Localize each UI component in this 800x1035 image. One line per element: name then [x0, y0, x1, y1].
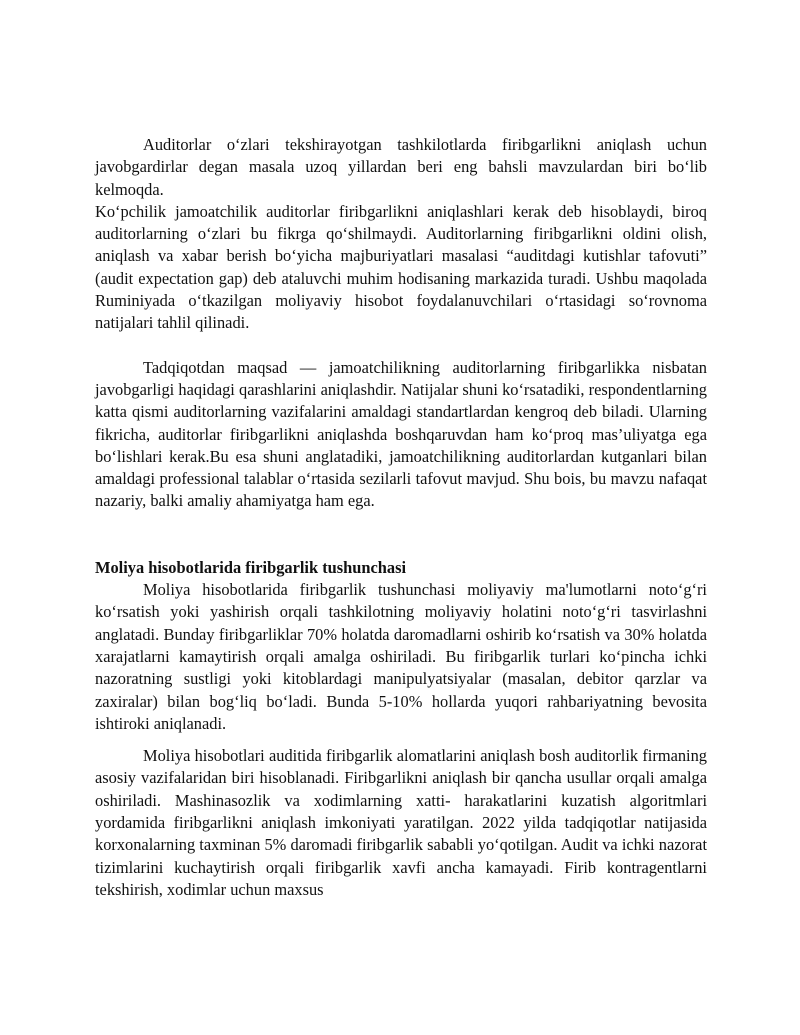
intro-paragraph-2: Ko‘pchilik jamoatchilik auditorlar firibgarlikni aniqlashlari kerak deb hisoblaydi, biroq auditorlarning o‘zlari bu fikrga qo‘shilmaydi. Auditorlarning firibgarlikni oldini olish, aniqlash va xabar berish bo‘yicha majburiyatlari masalasi “auditdagi kutishlar tafovuti” (audit expectation gap) deb ataluvchi muhim hodisaning markazida turadi. Ushbu maqolada Ruminiyada o‘tkazilgan moliyaviy hisobot foydalanuvchilari o‘rtasidagi so‘rovnoma natijalari tahlil qilinadi.	[95, 201, 707, 333]
section-paragraph-1: Moliya hisobotlarida firibgarlik tushunchasi moliyaviy ma'lumotlarni noto‘g‘ri ko‘rsatish yoki yashirish orqali tashkilotning moliyaviy holatini noto‘g‘ri tasvirlashni anglatadi. Bunday firibgarliklar 70% holatda daromadlarni oshirib ko‘rsatish va 30% holatda xarajatlarni kamaytirish orqali amalga oshiriladi. Bu firibgarlik turlari ko‘pincha ichki nazoratning sustligi yoki kitoblardagi manipulyatsiyalar (masalan, debitor qarzlar va zaxiralar) bilan bog‘liq bo‘ladi. Bunda 5-10% hollarda yuqori rahbariyatning bevosita ishtiroki aniqlanadi.	[95, 580, 707, 733]
section-heading: Moliya hisobotlarida firibgarlik tushunchasi	[95, 557, 407, 577]
intro-paragraph-1: Auditorlar o‘zlari tekshirayotgan tashkilotlarda firibgarlikni aniqlash uchun javobgardirlar degan masala uzoq yillardan beri eng bahsli mavzulardan biri bo‘lib kelmoqda.	[95, 135, 707, 199]
document-page	[95, 134, 707, 901]
section-paragraph-2: Moliya hisobotlari auditida firibgarlik alomatlarini aniqlash bosh auditorlik firmaning asosiy vazifalaridan biri hisoblanadi. Firibgarlikni aniqlash bir qancha usullar orqali amalga oshiriladi. Mashinasozlik va xodimlarning xatti- harakatlarini kuzatish algoritmlari yordamida firibgarlikni aniqlash imkoniyati yaratilgan. 2022 yilda tadqiqotlar natijasida korxonalarning taxminan 5% daromadi firibgarlik sababli yo‘qotilgan. Audit va ichki nazorat tizimlarini kuchaytirish orqali firibgarlik xavfi ancha kamayadi. Firib kontragentlarni tekshirish, xodimlar uchun maxsus	[95, 746, 707, 899]
intro-paragraph-3: Tadqiqotdan maqsad — jamoatchilikning auditorlarning firibgarlikka nisbatan javobgarligi haqidagi qarashlarini aniqlashdir. Natijalar shuni ko‘rsatadiki, respondentlarning katta qismi auditorlarning vazifalarini amaldagi standartlardan kengroq deb biladi. Ularning fikricha, auditorlar firibgarlikni aniqlashda boshqaruvdan ham ko‘proq mas’uliyatga ega bo‘lishlari kerak.Bu esa shuni anglatadiki, jamoatchilikning auditorlardan kutganlari bilan amaldagi professional talablar o‘rtasida sezilarli tafovut mavjud. Shu bois, bu mavzu nafaqat nazariy, balki amaliy ahamiyatga ham ega.	[95, 357, 707, 511]
